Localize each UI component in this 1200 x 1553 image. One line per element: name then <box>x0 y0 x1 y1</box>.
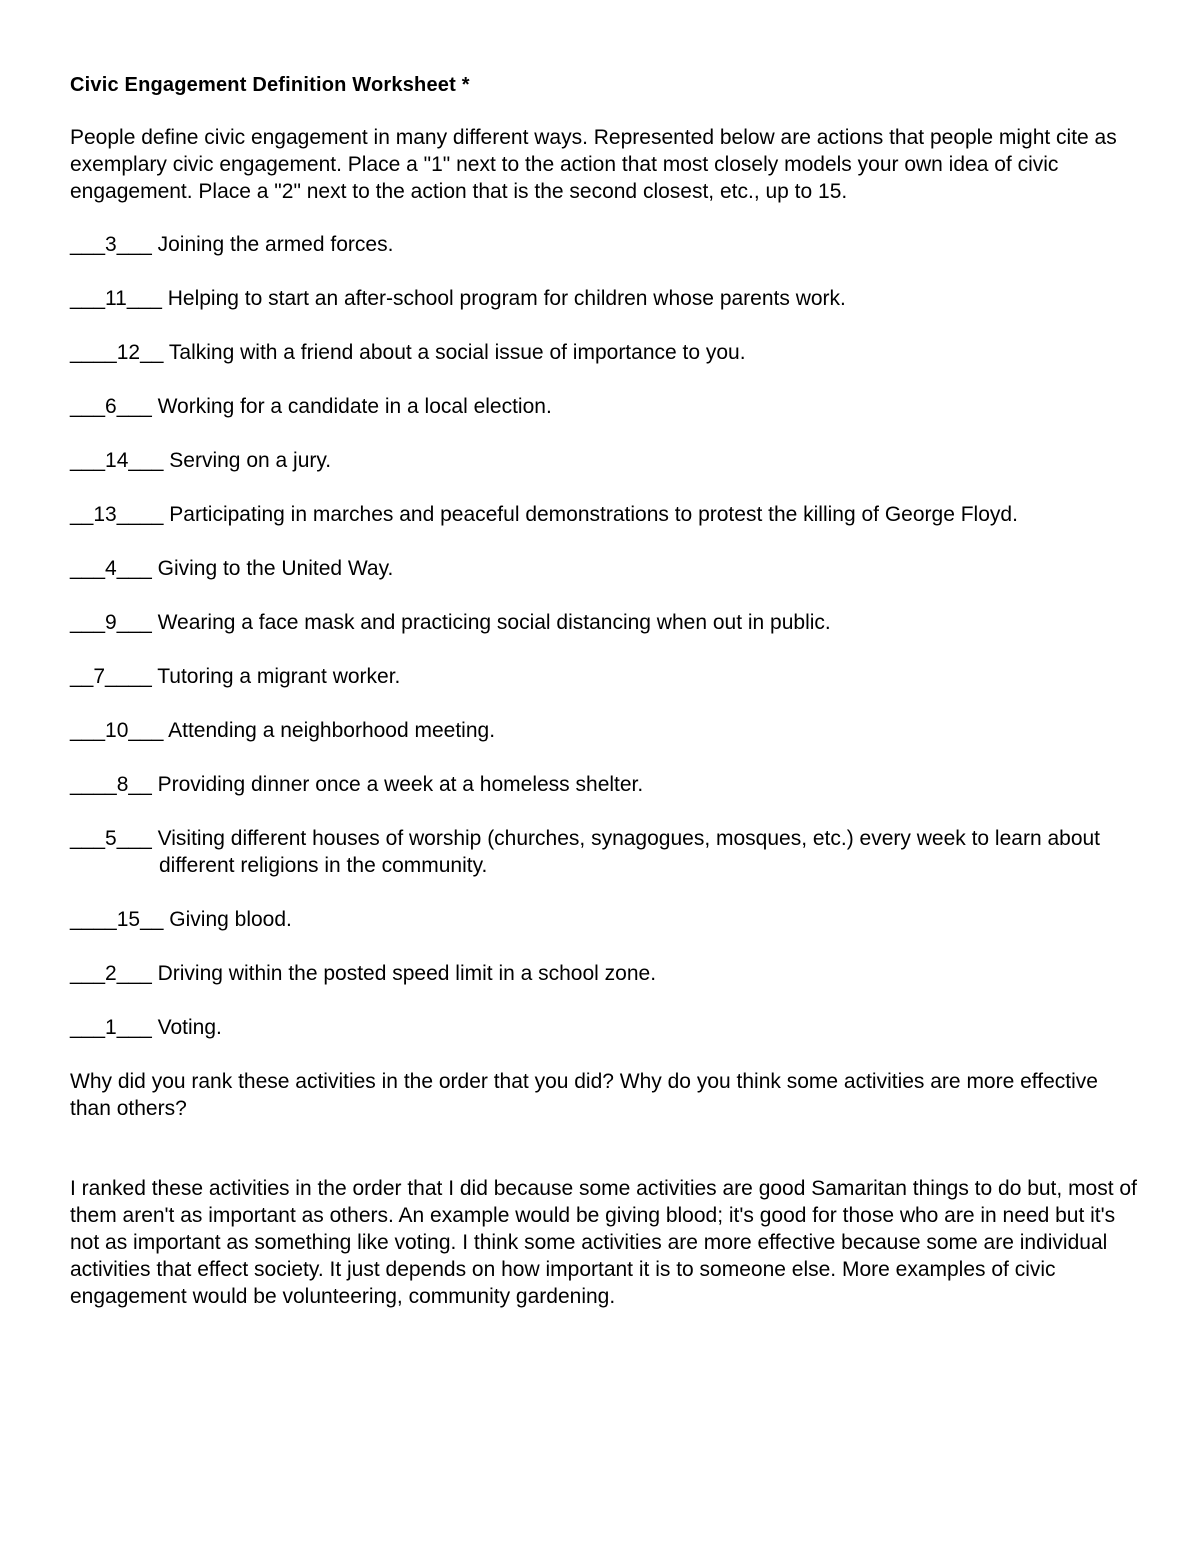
rank-blank: __7____ <box>70 665 152 688</box>
action-text: Giving blood. <box>169 908 292 931</box>
action-text: Working for a candidate in a local election. <box>157 395 552 418</box>
ranking-item <box>70 231 1140 258</box>
ranking-item <box>70 771 1140 798</box>
action-text: Joining the armed forces. <box>157 233 394 256</box>
action-text: Giving to the United Way. <box>157 557 394 580</box>
rank-blank: ___2___ <box>70 962 152 985</box>
action-text: Attending a neighborhood meeting. <box>168 719 496 742</box>
ranking-item <box>70 717 1140 744</box>
rank-blank: ___14___ <box>70 449 164 472</box>
ranking-item <box>70 339 1140 366</box>
worksheet-title: Civic Engagement Definition Worksheet * <box>70 74 470 96</box>
rank-blank: ___9___ <box>70 611 152 634</box>
rank-blank: ____15__ <box>70 908 164 931</box>
ranking-list <box>70 231 1140 1041</box>
ranking-item <box>70 447 1140 474</box>
action-text: Providing dinner once a week at a homeless shelter. <box>157 773 644 796</box>
ranking-item <box>70 609 1140 636</box>
reflection-answer: I ranked these activities in the order that I did because some activities are good Samaritan things to do but, most of them aren't as important as others. An example would be giving blood; it's good for those who are in need but it's not as important as something like voting. I think some activities are more effective because some are individual activities that effect society. It just depends on how important it is to someone else. More examples of civic engagement would be volunteering, community gardening. <box>70 1177 1137 1308</box>
ranking-item <box>70 825 1140 879</box>
action-text: Driving within the posted speed limit in a school zone. <box>157 962 657 985</box>
action-text: Tutoring a migrant worker. <box>157 665 401 688</box>
worksheet-instructions: People define civic engagement in many different ways. Represented below are actions that people might cite as exemplary civic engagement. Place a "1" next to the action that most closely models your own idea of civic engagement. Place a "2" next to the action that is the second closest, etc., up to 15. <box>70 126 1117 203</box>
ranking-item <box>70 906 1140 933</box>
ranking-item <box>70 501 1140 528</box>
ranking-item <box>70 555 1140 582</box>
rank-blank: ___5___ <box>70 827 152 850</box>
rank-blank: ___11___ <box>70 287 162 310</box>
reflection-question: Why did you rank these activities in the order that you did? Why do you think some activities are more effective than others? <box>70 1070 1098 1120</box>
rank-blank: ____8__ <box>70 773 152 796</box>
rank-blank: ____12__ <box>70 341 164 364</box>
ranking-item <box>70 393 1140 420</box>
worksheet-page <box>70 72 1140 1310</box>
action-text: Wearing a face mask and practicing social distancing when out in public. <box>157 611 831 634</box>
action-text: Serving on a jury. <box>169 449 332 472</box>
action-text: Voting. <box>157 1016 222 1039</box>
action-text: Helping to start an after-school program for children whose parents work. <box>167 287 846 310</box>
action-text: Visiting different houses of worship (churches, synagogues, mosques, etc.) every week to learn about different religions in the community. <box>157 827 1101 877</box>
action-text: Participating in marches and peaceful demonstrations to protest the killing of George Floyd. <box>169 503 1018 526</box>
rank-blank: __13____ <box>70 503 164 526</box>
action-text: Talking with a friend about a social issue of importance to you. <box>168 341 746 364</box>
rank-blank: ___1___ <box>70 1016 152 1039</box>
rank-blank: ___4___ <box>70 557 152 580</box>
rank-blank: ___6___ <box>70 395 152 418</box>
ranking-item <box>70 663 1140 690</box>
ranking-item <box>70 1014 1140 1041</box>
ranking-item <box>70 960 1140 987</box>
ranking-item <box>70 285 1140 312</box>
rank-blank: ___3___ <box>70 233 152 256</box>
rank-blank: ___10___ <box>70 719 164 742</box>
